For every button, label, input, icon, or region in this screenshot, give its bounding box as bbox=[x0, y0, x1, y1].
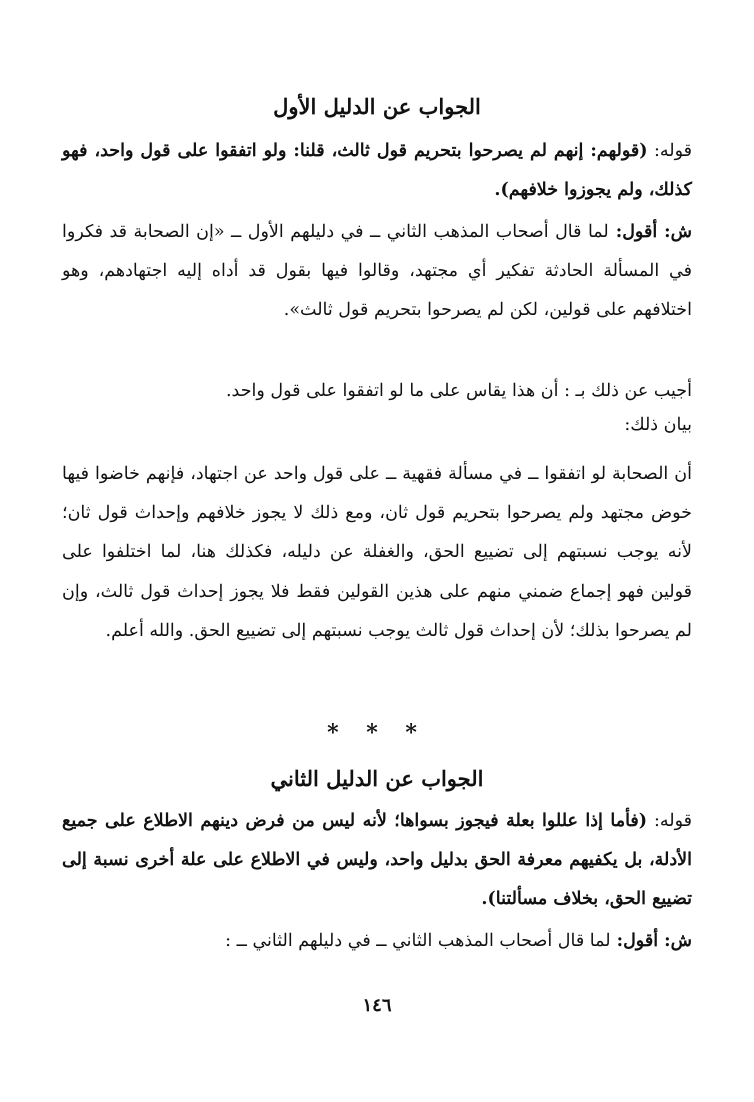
page-number: ١٤٦ bbox=[362, 995, 392, 1016]
commentary-text: لما قال أصحاب المذهب الثاني ــ في دليلهم الثاني ــ : bbox=[225, 931, 611, 951]
quoted-text: (قولهم: إنهم لم يصرحوا بتحريم قول ثالث، قلنا: ولو اتفقوا على قول واحد، فهو كذلك، ولم يجوزوا خلافهم). bbox=[62, 141, 692, 201]
commentary-bold: أقول: bbox=[610, 931, 659, 951]
commentary-label: ش: bbox=[658, 931, 692, 951]
explanation-paragraph: أن الصحابة لو اتفقوا ــ في مسألة فقهية ــ على قول واحد عن اجتهاد، فإنهم خاضوا فيها خوض مجتهد ولم يصرحوا بتحريم قول ثان، ومع ذلك لا يجوز خلافهم وإحداث قول ثان؛ لأنه يوجب نسبتهم إلى تضييع الحق، والغفلة عن دليله، فكذلك هنا، لما اختلفوا على قولين فهو إجماع ضمني منهم على هذين القولين فقط فلا يجوز إحداث قول ثالث، وإن لم يصرحوا بذلك؛ لأن إحداث قول ثالث يوجب نسبتهم إلى تضييع الحق. والله أعلم. bbox=[62, 464, 692, 641]
quote-paragraph-first bbox=[62, 132, 692, 210]
commentary-label: ش: bbox=[657, 222, 692, 242]
explanation-intro: بيان ذلك: bbox=[624, 415, 692, 435]
commentary-text: لما قال أصحاب المذهب الثاني ــ في دليلهم الأول ــ «إن الصحابة قد فكروا في المسألة الحادثة تفكير أي مجتهد، وقالوا فيها بقول قد أداه إليه اجتهادهم، وهو اختلافهم على قولين، لكن لم يصرحوا بتحريم قول ثالث». bbox=[62, 222, 692, 321]
quoted-text: (فأما إذا عللوا بعلة فيجوز بسواها؛ لأنه ليس من فرض دينهم الاطلاع على جميع الأدلة، بل يكفيهم معرفة الحق بدليل واحد، وليس في الاطلاع على علة أخرى نسبة إلى تضييع الحق، بخلاف مسألتنا). bbox=[62, 811, 692, 910]
section-heading-first-evidence: الجواب عن الدليل الأول bbox=[273, 94, 481, 119]
quote-intro: قوله: bbox=[647, 811, 692, 831]
answer-line: أجيب عن ذلك بـ : أن هذا يقاس على ما لو اتفقوا على قول واحد. bbox=[225, 381, 692, 401]
quote-intro: قوله: bbox=[647, 141, 692, 161]
commentary-bold: أقول: bbox=[608, 222, 658, 242]
commentary-paragraph-second bbox=[62, 922, 692, 961]
section-heading-second-evidence: الجواب عن الدليل الثاني bbox=[270, 766, 484, 791]
commentary-paragraph-first bbox=[62, 213, 692, 331]
section-separator: * * * bbox=[327, 720, 427, 746]
quote-paragraph-second bbox=[62, 802, 692, 920]
